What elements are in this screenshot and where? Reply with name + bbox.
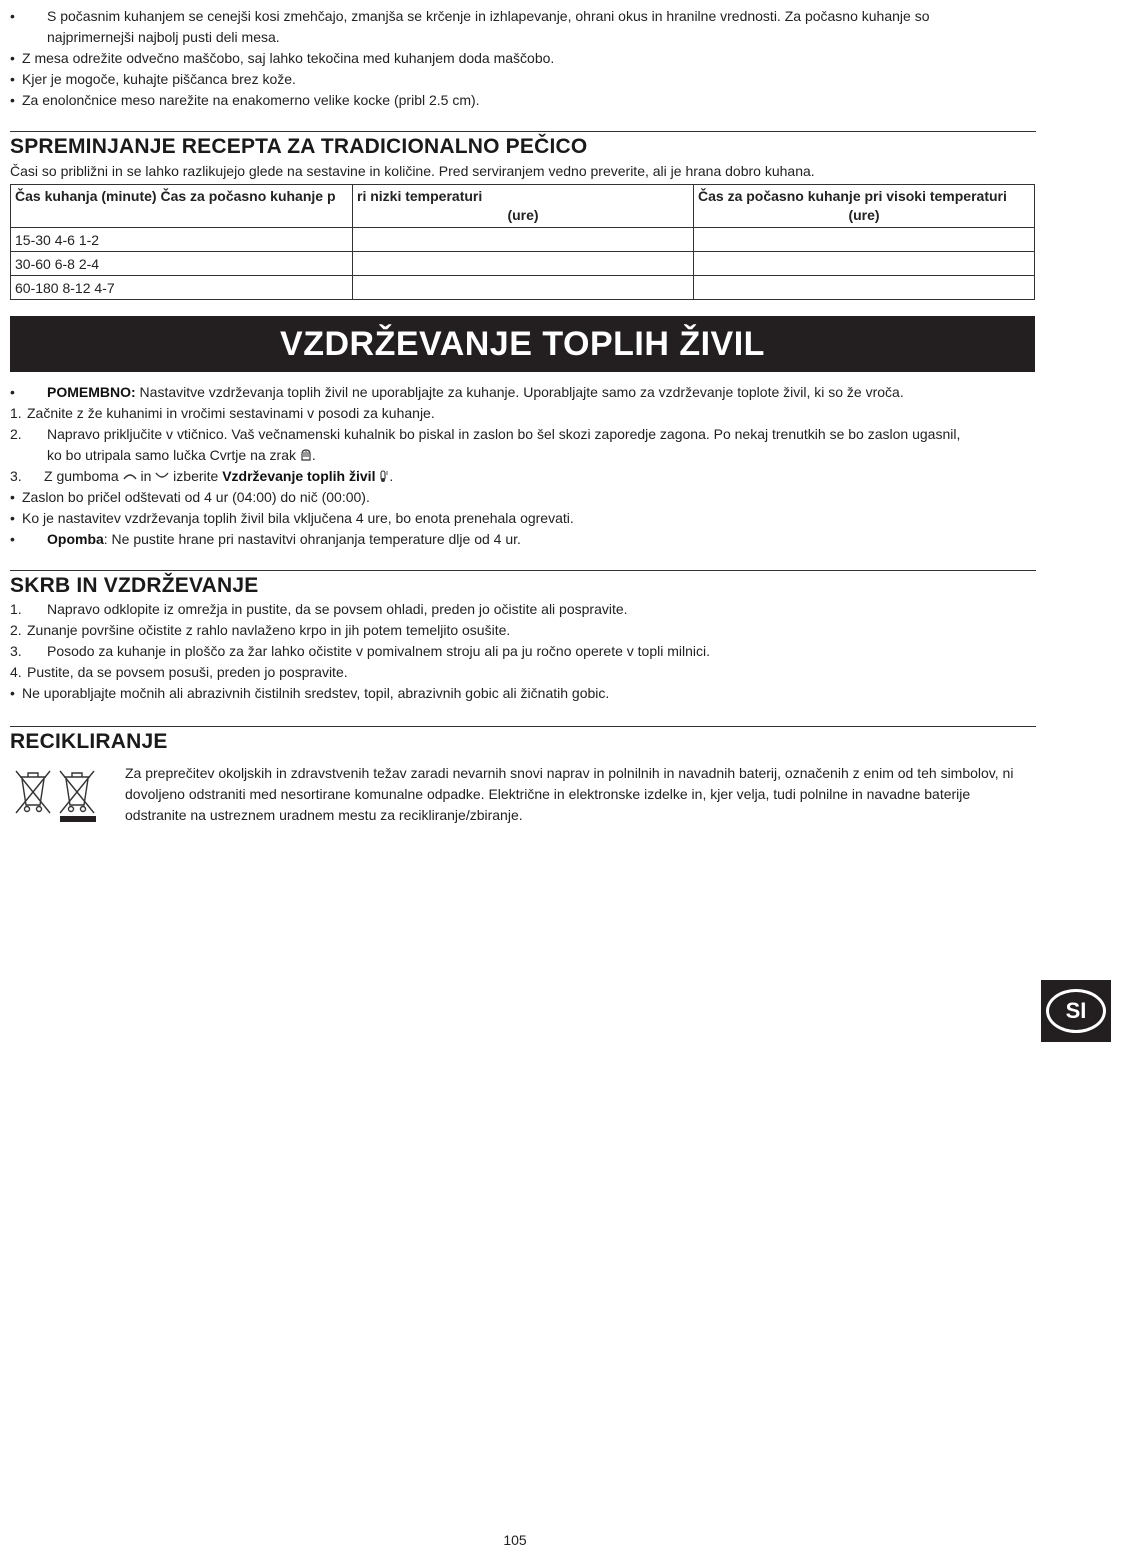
table-cell: 15-30 4-6 1-2: [11, 228, 353, 252]
arrow-down-icon: [155, 472, 169, 480]
list-item-continuation: ko bo utripala samo lučka Cvrtje na zrak .: [47, 447, 316, 463]
bullet: •: [10, 489, 15, 505]
header-cell: ri nizki temperaturi (ure): [353, 185, 694, 228]
table-row: [11, 276, 1035, 300]
keep-warm-icon: [379, 469, 389, 483]
intro-list: [10, 6, 1036, 111]
manual-page: [10, 0, 1036, 827]
care-list: [10, 599, 1036, 704]
bullet: •: [10, 8, 15, 24]
section-divider: [10, 726, 1036, 727]
arrow-up-icon: [123, 472, 137, 480]
bullet: •: [10, 50, 15, 66]
page-number: 105: [503, 1532, 527, 1548]
bullet: •: [10, 92, 15, 108]
keep-warm-list: [10, 382, 1036, 550]
bullet: •: [10, 71, 15, 87]
table-header-row: [11, 185, 1035, 228]
section-banner-keep-warm: VZDRŽEVANJE TOPLIH ŽIVIL: [10, 316, 1035, 372]
table-cell: 60-180 8-12 4-7: [11, 276, 353, 300]
recipe-note: Časi so približni in se lahko razlikujejo glede na sestavine in količine. Pred serviranjem vedno preverite, ali je hrana dobro kuhana.: [10, 163, 815, 179]
section-divider: [10, 131, 1036, 132]
table-cell: 30-60 6-8 2-4: [11, 252, 353, 276]
list-item: • POMEMBNO: Nastavitve vzdrževanja toplih živil ne uporabljajte za kuhanje. Uporabljajte samo za vzdrževanje toplote živil, ki so že vroča.: [10, 382, 1036, 403]
list-item-continuation: najprimernejši najbolj pusti deli mesa.: [47, 29, 280, 45]
list-item: 1. Napravo odklopite iz omrežja in pustite, da se povsem ohladi, preden jo očistite ali pospravite.: [10, 601, 628, 617]
table-row: [11, 252, 1035, 276]
bullet: •: [10, 510, 15, 526]
header-cell: Čas kuhanja (minute) Čas za počasno kuhanje p: [11, 185, 353, 228]
bullet: •: [10, 531, 15, 547]
list-item: • Ko je nastavitev vzdrževanja toplih živil bila vključena 4 ure, bo enota prenehala ogrevati.: [10, 508, 1036, 529]
language-tab: [1041, 980, 1111, 1042]
table-row: [11, 228, 1035, 252]
list-item: • Zaslon bo pričel odštevati od 4 ur (04:00) do nič (00:00).: [10, 487, 1036, 508]
list-item: • Z mesa odrežite odvečno maščobo, saj lahko tekočina med kuhanjem doda maščobo.: [10, 48, 1036, 69]
language-code: SI: [1046, 989, 1106, 1033]
section-title-care: SKRB IN VZDRŽEVANJE: [10, 574, 259, 597]
recycling-text: Za preprečitev okoljskih in zdravstvenih težav zaradi nevarnih snovi naprav in polnilnih in navadnih baterij, označenih z enim od teh simbolov, ni dovoljeno odstraniti med nesortirane komunalne odpadke. Električne in elektronske izdelke in, kjer velja, tudi polnilne in navadne baterije odstranite na ustreznem uradnem mestu za recikliranje/zbiranje.: [125, 765, 1014, 823]
list-item: 2. Zunanje površine očistite z rahlo navlaženo krpo in jih potem temeljito osušite.: [10, 622, 511, 638]
air-fry-icon: [300, 448, 312, 462]
header-cell: Čas za počasno kuhanje pri visoki temperaturi (ure): [694, 185, 1035, 228]
list-item: 3. Z gumboma in izberite Vzdrževanje toplih živil .: [10, 468, 394, 484]
conversion-table: [10, 184, 1035, 300]
bullet: •: [10, 384, 15, 400]
section-title-recipe: SPREMINJANJE RECEPTA ZA TRADICIONALNO PEČICO: [10, 135, 588, 158]
list-item: 3. Posodo za kuhanje in ploščo za žar lahko očistite v pomivalnem stroju ali pa ju ročno operete v topli milnici.: [10, 643, 711, 659]
recycling-block: [10, 763, 1036, 827]
list-item: • Za enolončnice meso narežite na enakomerno velike kocke (pribl 2.5 cm).: [10, 90, 1036, 111]
list-item: • Opomba: Ne pustite hrane pri nastavitvi ohranjanja temperature dlje od 4 ur.: [10, 529, 1036, 550]
section-title-recycling: RECIKLIRANJE: [10, 730, 168, 753]
list-item: 4. Pustite, da se povsem posuši, preden jo pospravite.: [10, 664, 348, 680]
list-item: 1. Začnite z že kuhanimi in vročimi sestavinami v posodi za kuhanje.: [10, 405, 435, 421]
section-divider: [10, 570, 1036, 571]
weee-bin-icon: [12, 765, 102, 823]
list-item: • S počasnim kuhanjem se cenejši kosi zmehčajo, zmanjša se krčenje in izhlapevanje, ohrani okus in hranilne vrednosti. Za počasno kuhanje so: [10, 6, 1036, 27]
list-item: • Ne uporabljajte močnih ali abrazivnih čistilnih sredstev, topil, abrazivnih gobic ali žičnatih gobic.: [10, 683, 1036, 704]
bullet: •: [10, 685, 15, 701]
list-item: 2. Napravo priključite v vtičnico. Vaš večnamenski kuhalnik bo piskal in zaslon bo šel skozi zaporedje zagona. Po nekaj trenutkih se bo zaslon ugasnil,: [10, 426, 961, 442]
list-item: • Kjer je mogoče, kuhajte piščanca brez kože.: [10, 69, 1036, 90]
